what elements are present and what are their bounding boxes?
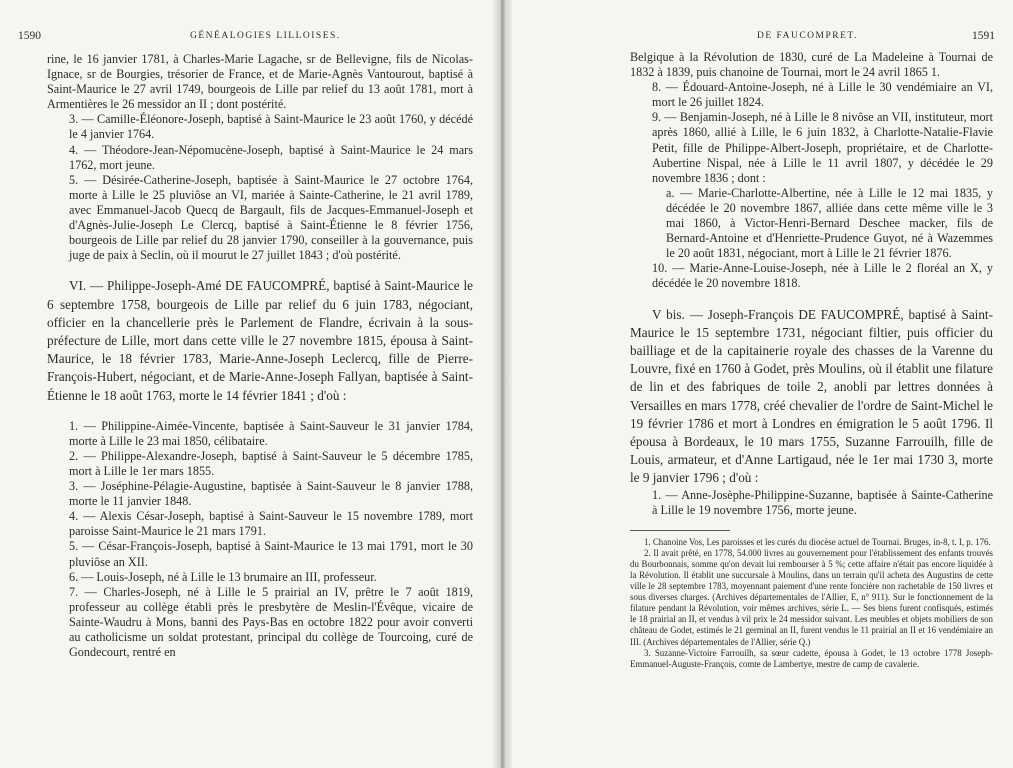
paragraph: 3. — Camille-Éléonore-Joseph, baptisé à Saint-Maurice le 23 août 1760, y décédé le 4 janvier 1764. xyxy=(69,112,473,142)
left-page-body xyxy=(0,52,493,660)
paragraph: 10. — Marie-Anne-Louise-Joseph, née à Lille le 2 floréal an X, y décédée le 20 novembre 1818. xyxy=(652,261,993,291)
paragraph: 9. — Benjamin-Joseph, né à Lille le 8 nivôse an VII, instituteur, mort après 1860, allié à Lille, le 6 juin 1832, à Charlotte-Natalie-Flavie Petit, fille de Philippe-Albert-Joseph, propriétaire, et de Charlotte-Aubertine Nispal, née à Lille le 11 avril 1807, y décédée le 29 novembre 1836 ; dont : xyxy=(652,110,993,185)
footnote-rule xyxy=(630,530,730,531)
paragraph: 6. — Louis-Joseph, né à Lille le 13 brumaire an III, professeur. xyxy=(69,569,377,584)
paragraph: VI. — Philippe-Joseph-Amé DE FAUCOMPRÉ, baptisé à Saint-Maurice le 6 septembre 1758, bourgeois de Lille par relief du 6 juin 1783, négociant, officier en la chancellerie près le Parlement de Flandre, écrivain à la sous-préfecture de Lille, mort dans cette ville le 27 novembre 1815, épousa à Saint-Maurice, le 18 février 1783, Marie-Anne-Joseph Leclercq, fille de Pierre-François-Hubert, négociant, et de Marie-Anne-Joseph Fallyan, baptisée à Saint-Étienne le 18 août 1763, morte le 14 février 1841 ; d'où : xyxy=(47,278,473,403)
footnote: 1. Chanoine Vos, Les paroisses et les curés du diocèse actuel de Tournai. Bruges, in-8, t. I, p. 176. xyxy=(644,536,991,547)
left-page-header xyxy=(0,30,493,52)
paragraph: 3. — Joséphine-Pélagie-Augustine, baptisée à Saint-Sauveur le 8 janvier 1788, morte le 11 janvier 1848. xyxy=(69,479,473,509)
paragraph: 1. — Anne-Josèphe-Philippine-Suzanne, baptisée à Sainte-Catherine à Lille le 19 novembre 1756, morte jeune. xyxy=(652,487,993,517)
left-running-head: GÉNÉALOGIES LILLOISES. xyxy=(190,31,341,41)
right-page-body xyxy=(512,50,1013,670)
paragraph: 2. — Philippe-Alexandre-Joseph, baptisé à Saint-Sauveur le 5 décembre 1785, mort à Lille le 1er mars 1855. xyxy=(69,448,473,479)
footnote: 2. Il avait prêté, en 1778, 54.000 livres au gouvernement pour l'établissement des enfants trouvés du Bourbonnais, somme qu'on devait lui rembourser à 5 %; cette affaire n'était pas encore liquidée à la Révolution. Il établit une succursale à Moulins, dans un terrain qu'il acheta des Augustins de cette ville le 28 septembre 1783, moyennant paiement d'une rente foncière non rachetable de 150 livres et sous diverses charges. (Archives départementales de l'Allier, E, n° 911). Sur le fonctionnement de la filature pendant la Révolution, voir mêmes archives, série L. — Ses biens furent confisqués, estimés le 18 prairial an II, et vendus à vil prix le 24 messidor suivant. Les meubles et objets mobiliers de son château de Godet, estimés le 21 germinal an II, furent vendus le 11 prairial an II et 16 vendémiaire an III. (Archives départementales de l'Allier, série Q.) xyxy=(630,547,993,647)
right-page-number: 1591 xyxy=(972,30,995,42)
book-gutter xyxy=(493,0,512,768)
paragraph: a. — Marie-Charlotte-Albertine, née à Lille le 12 mai 1835, y décédée le 20 novembre 1867, alliée dans cette même ville le 3 mai 1860, à Victor-Henri-Bernard Deschee macker, fils de Bernard-Antoine et d'Henriette-Prudence Guyot, né à Wazemmes le 20 août 1831, négociant, mort à Lille le 21 février 1876. xyxy=(666,185,993,261)
paragraph: rine, le 16 janvier 1781, à Charles-Marie Lagache, sr de Bellevigne, fils de Nicolas-Ignace, sr de Bourgies, trésorier de France, et de Marie-Agnès Vantourout, baptisé à Saint-Maurice le 27 avril 1749, bourgeois de Lille par relief du 13 août 1781, mort à Armentières le 26 messidor an II ; dont postérité. xyxy=(47,52,473,112)
paragraph: Belgique à la Révolution de 1830, curé de La Madeleine à Tournai de 1832 à 1839, puis chanoine de Tournai, mort le 24 avril 1865 1. xyxy=(630,50,993,80)
paragraph: 1. — Philippine-Aimée-Vincente, baptisée à Saint-Sauveur le 31 janvier 1784, morte à Lille le 23 mai 1850, célibataire. xyxy=(69,418,473,448)
right-page-header xyxy=(512,30,1013,52)
paragraph: 7. — Charles-Joseph, né à Lille le 5 prairial an IV, prêtre le 7 août 1819, professeur au collège établi près le presbytère de Meslin-l'Évêque, vicaire de Sainte-Waudru à Mons, banni des Pays-Bas en octobre 1822 pour avoir converti au catholicisme un soldat protestant, principal du collège de Tourcoing, curé de Gondecourt, rentré en xyxy=(69,584,473,660)
footnote: 3. Suzanne-Victoire Farrouilh, sa sœur cadette, épousa à Godet, le 13 octobre 1778 Joseph-Emmanuel-Auguste-François, comte de Lambertye, mestre de camp de cavalerie. xyxy=(630,647,993,669)
paragraph: 4. — Théodore-Jean-Népomucène-Joseph, baptisé à Saint-Maurice le 24 mars 1762, mort jeune. xyxy=(69,142,473,172)
paragraph: V bis. — Joseph-François DE FAUCOMPRÉ, baptisé à Saint-Maurice le 15 septembre 1731, négociant filtier, puis officier du bailliage et de la capitainerie royale des chasses de la Varenne du Louvre, fixé en 1760 à Godet, près Moulins, où il établit une filature de lin et des fabriques de toile 2, anobli par lettres données à Versailles en mars 1778, créé chevalier de l'ordre de Saint-Michel le 19 février 1786 et mort à Londres en émigration le 5 août 1796. Il épousa à Bordeaux, le 10 mars 1755, Suzanne Farrouilh, fille de Louis, armateur, et d'Anne Lartigaud, née le 1er mai 1730 3, morte le 9 janvier 1796 ; d'où : xyxy=(630,306,993,486)
paragraph: 5. — César-François-Joseph, baptisé à Saint-Maurice le 13 mai 1791, mort le 30 pluviôse an XII. xyxy=(69,539,473,569)
paragraph: 8. — Édouard-Antoine-Joseph, né à Lille le 30 vendémiaire an VI, mort le 26 juillet 1824. xyxy=(652,80,993,110)
right-page xyxy=(512,0,1013,768)
footnotes xyxy=(630,537,993,670)
right-running-head: DE FAUCOMPRET. xyxy=(757,31,858,41)
paragraph: 4. — Alexis César-Joseph, baptisé à Saint-Sauveur le 15 novembre 1789, mort paroisse Saint-Maurice le 21 mars 1791. xyxy=(69,509,473,539)
left-page-number: 1590 xyxy=(18,30,41,42)
paragraph: 5. — Désirée-Catherine-Joseph, baptisée à Saint-Maurice le 27 octobre 1764, morte à Lille le 25 pluviôse an VI, mariée à Sainte-Catherine, le 21 avril 1789, avec Emmanuel-Jacob Quecq de Bargault, fils de Jacques-Emmanuel-Joseph et d'Agnès-Julie-Joseph Le Clercq, baptisé à Saint-Étienne le 8 février 1756, bourgeois de Lille par relief du 28 janvier 1790, conseiller à la gouvernance, puis juge de paix à Seclin, où il mourut le 27 juillet 1843 ; d'où postérité. xyxy=(69,172,473,263)
left-page xyxy=(0,0,493,768)
